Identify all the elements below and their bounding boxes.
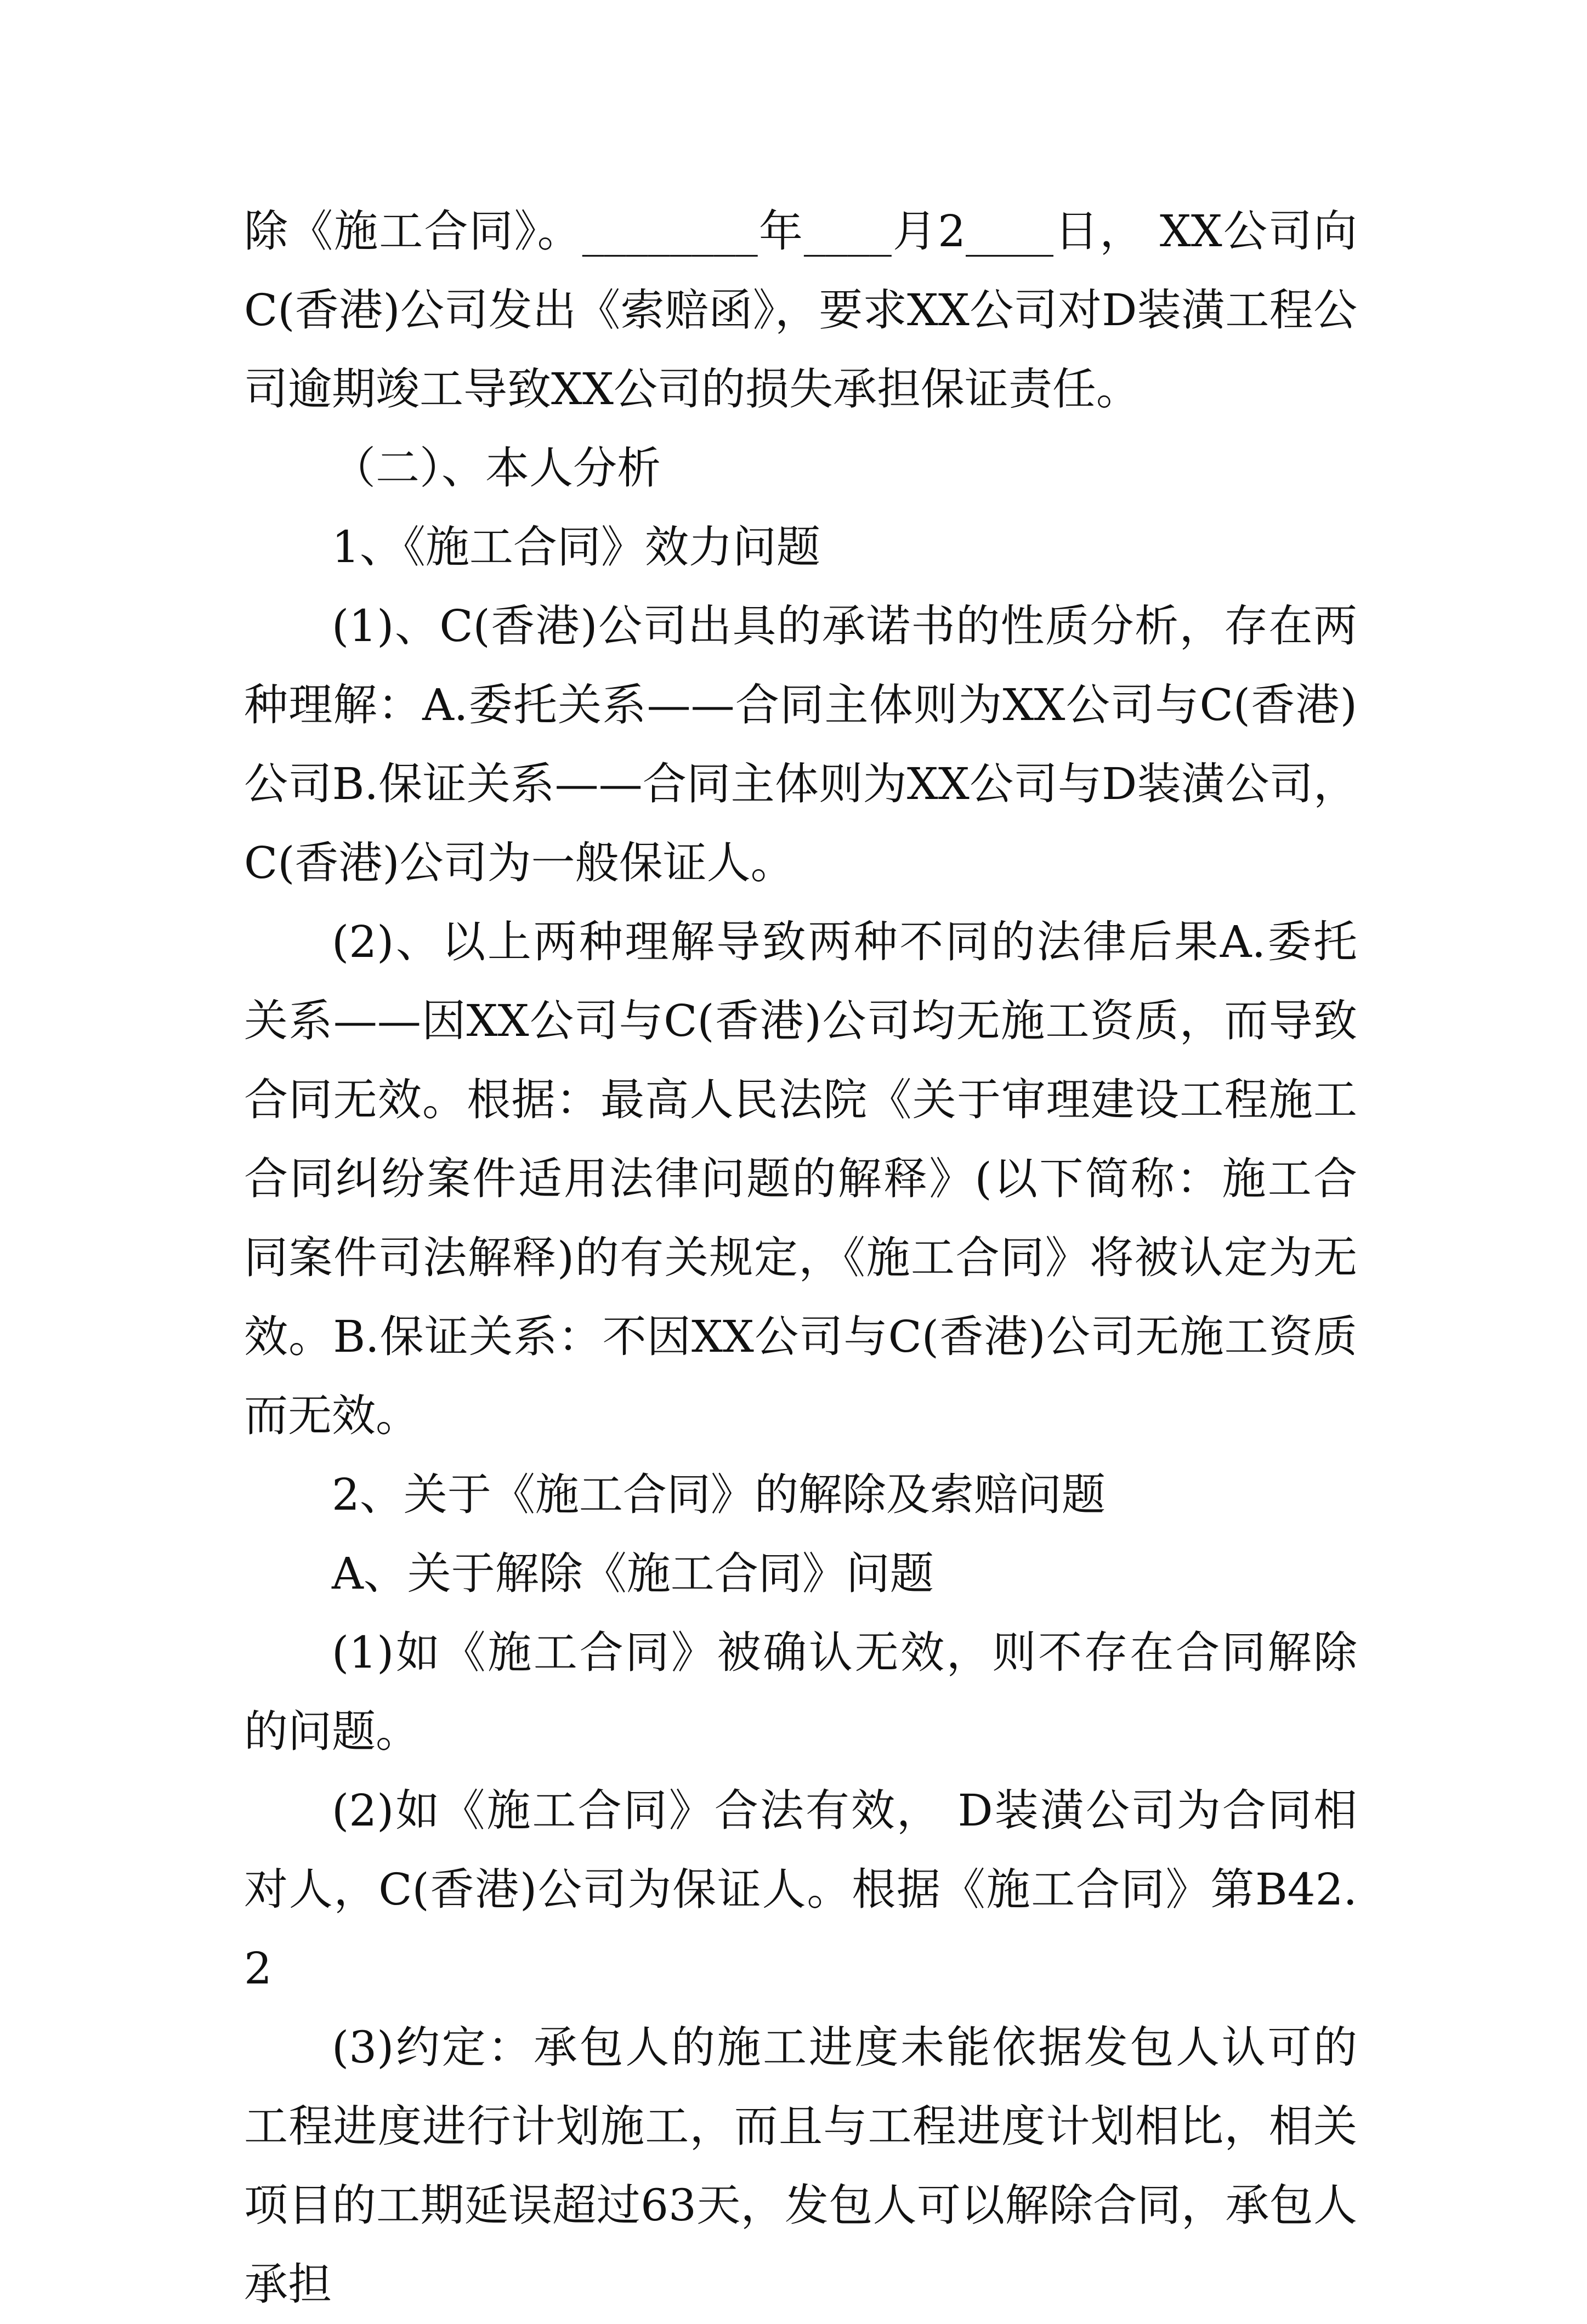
section-heading-analysis: （二）、本人分析 xyxy=(332,443,661,494)
paragraph-invalid-contract: (1)如《施工合同》被确认无效，则不存在合同解除的问题。 xyxy=(244,1627,1357,1757)
subheading-contract-validity: 1、《施工合同》效力问题 xyxy=(332,522,820,573)
paragraph-legal-consequences: (2)、以上两种理解导致两种不同的法律后果A.委托关系——因XX公司与C(香港)公司均无施工资质，而导致合同无效。根据：最高人民法院《关于审理建设工程施工合同纠纷案件适用法律问题的解释》(以下简称：施工合同案件司法解释)的有关规定，《施工合同》将被认定为无效。B.保证关系：不因XX公司与C(香港)公司无施工资质而无效。 xyxy=(244,916,1357,1441)
paragraph-claim-letter: 除《施工合同》。________年____月2____日， XX公司向C(香港)公司发出《索赔函》，要求XX公司对D装潢工程公司逾期竣工导致XX公司的损失承担保证责任。 xyxy=(244,206,1357,415)
document-body xyxy=(244,192,1357,2324)
paragraph-valid-contract: (2)如《施工合同》合法有效， D装潢公司为合同相对人，C(香港)公司为保证人。根据《施工合同》第B42.2 xyxy=(244,1785,1357,1994)
paragraph-undertaking-nature: (1)、C(香港)公司出具的承诺书的性质分析，存在两种理解：A.委托关系——合同主体则为XX公司与C(香港)公司B.保证关系——合同主体则为XX公司与D装潢公司， C(香港)公司为一般保证人。 xyxy=(244,600,1357,888)
paragraph-agreement-delay: (3)约定：承包人的施工进度未能依据发包人认可的工程进度进行计划施工，而且与工程进度计划相比，相关项目的工期延误超过63天，发包人可以解除合同，承包人承担 xyxy=(244,2022,1357,2310)
subheading-termination-issue: A、关于解除《施工合同》问题 xyxy=(332,1548,934,1599)
subheading-termination-claim: 2、关于《施工合同》的解除及索赔问题 xyxy=(332,1469,1106,1520)
